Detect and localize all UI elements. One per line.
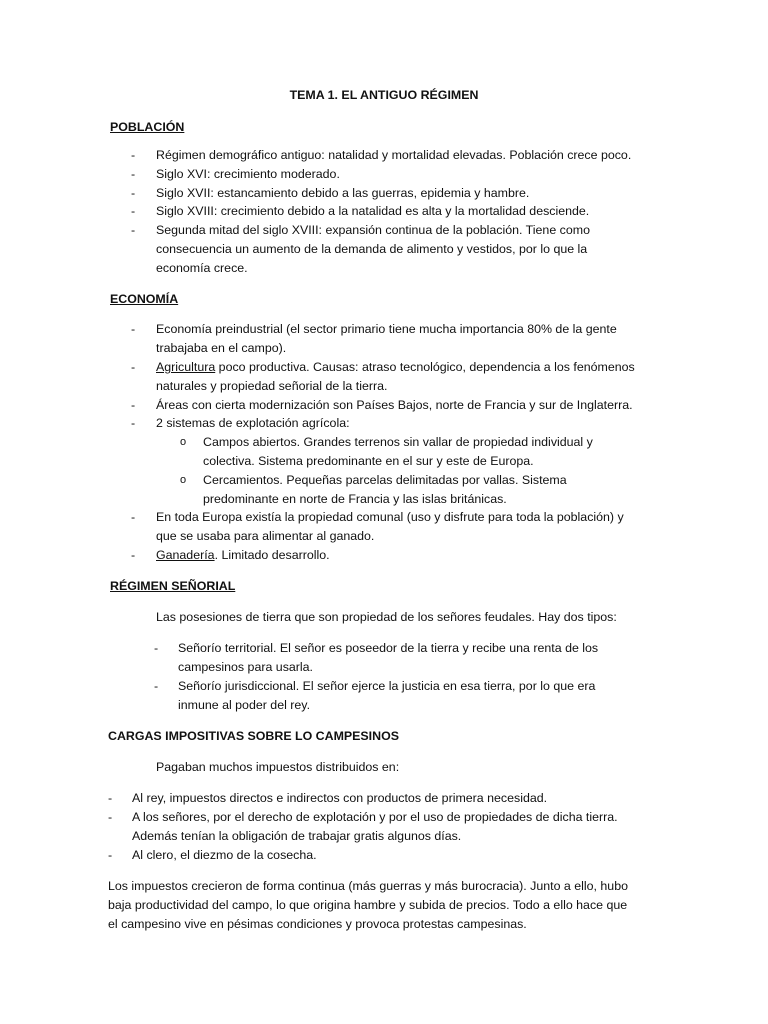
list-bullet: - bbox=[131, 322, 136, 336]
list-bullet: - bbox=[131, 416, 136, 430]
list-item-continuation: Además tenían la obligación de trabajar gratis algunos días. bbox=[132, 829, 462, 843]
list-item: Siglo XVII: estancamiento debido a las guerras, epidemia y hambre. bbox=[156, 186, 530, 200]
list-item-continuation: consecuencia un aumento de la demanda de alimento y vestidos, por lo que la bbox=[156, 242, 588, 256]
list-bullet: - bbox=[131, 360, 136, 374]
section-intro: Pagaban muchos impuestos distribuidos en: bbox=[156, 760, 400, 774]
list-item: Señorío jurisdiccional. El señor ejerce la justicia en esa tierra, por lo que era bbox=[178, 679, 596, 693]
section-heading-poblacion: POBLACIÓN bbox=[110, 120, 185, 134]
sublist-item: Cercamientos. Pequeñas parcelas delimitadas por vallas. Sistema bbox=[203, 473, 567, 487]
sublist-bullet: o bbox=[180, 474, 187, 486]
list-item: A los señores, por el derecho de explotación y por el uso de propiedades de dicha tierra. bbox=[132, 810, 618, 824]
paragraph-line: Los impuestos crecieron de forma continua (más guerras y más burocracia). Junto a ello, hubo bbox=[108, 879, 628, 893]
list-item bbox=[156, 358, 635, 377]
document-title: TEMA 1. EL ANTIGUO RÉGIMEN bbox=[289, 88, 479, 102]
list-item-continuation: naturales y propiedad señorial de la tierra. bbox=[156, 379, 388, 393]
sublist-item-continuation: colectiva. Sistema predominante en el sur y este de Europa. bbox=[203, 454, 534, 468]
list-item-text: . Limitado desarrollo. bbox=[214, 548, 330, 562]
list-item: Siglo XVIII: crecimiento debido a la natalidad es alta y la mortalidad desciende. bbox=[156, 204, 590, 218]
list-bullet: - bbox=[108, 810, 113, 824]
list-item-continuation: inmune al poder del rey. bbox=[178, 698, 311, 712]
list-bullet: - bbox=[131, 186, 136, 200]
sublist-item: Campos abiertos. Grandes terrenos sin vallar de propiedad individual y bbox=[203, 435, 593, 449]
list-bullet: - bbox=[154, 641, 159, 655]
list-bullet: - bbox=[131, 148, 136, 162]
list-bullet: - bbox=[131, 548, 136, 562]
list-bullet: - bbox=[154, 679, 159, 693]
list-item: 2 sistemas de explotación agrícola: bbox=[156, 416, 350, 430]
underlined-term-ganaderia: Ganadería bbox=[156, 548, 215, 562]
section-heading-economia: ECONOMÍA bbox=[110, 292, 179, 306]
section-intro: Las posesiones de tierra que son propiedad de los señores feudales. Hay dos tipos: bbox=[156, 610, 617, 624]
list-bullet: - bbox=[131, 510, 136, 524]
list-item: En toda Europa existía la propiedad comunal (uso y disfrute para toda la población) y bbox=[156, 510, 624, 524]
list-item-continuation: campesinos para usarla. bbox=[178, 660, 313, 674]
list-bullet: - bbox=[131, 167, 136, 181]
list-bullet: - bbox=[131, 204, 136, 218]
section-heading-cargas: CARGAS IMPOSITIVAS SOBRE LO CAMPESINOS bbox=[108, 729, 399, 743]
paragraph-line: baja productividad del campo, lo que origina hambre y subida de precios. Todo a ello hace que bbox=[108, 898, 628, 912]
sublist-item-continuation: predominante en norte de Francia y las islas británicas. bbox=[203, 492, 507, 506]
list-bullet: - bbox=[131, 223, 136, 237]
list-item: Al clero, el diezmo de la cosecha. bbox=[132, 848, 317, 862]
list-item: Áreas con cierta modernización son Países Bajos, norte de Francia y sur de Inglaterra. bbox=[156, 398, 633, 412]
list-item: Al rey, impuestos directos e indirectos con productos de primera necesidad. bbox=[132, 791, 548, 805]
list-item-continuation: que se usaba para alimentar al ganado. bbox=[156, 529, 375, 543]
list-item-continuation: economía crece. bbox=[156, 261, 248, 275]
underlined-term-agricultura: Agricultura bbox=[156, 360, 216, 374]
list-item-continuation: trabajaba en el campo). bbox=[156, 341, 287, 355]
section-heading-regimen-senorial: RÉGIMEN SEÑORIAL bbox=[110, 579, 236, 593]
list-bullet: - bbox=[131, 398, 136, 412]
list-item: Señorío territorial. El señor es poseedor de la tierra y recibe una renta de los bbox=[178, 641, 599, 655]
list-bullet: - bbox=[108, 791, 113, 805]
list-item: Régimen demográfico antiguo: natalidad y mortalidad elevadas. Población crece poco. bbox=[156, 148, 632, 162]
paragraph-line: el campesino vive en pésimas condiciones y provoca protestas campesinas. bbox=[108, 917, 527, 931]
list-item: Segunda mitad del siglo XVIII: expansión continua de la población. Tiene como bbox=[156, 223, 590, 237]
list-item: Siglo XVI: crecimiento moderado. bbox=[156, 167, 340, 181]
list-item: Economía preindustrial (el sector primario tiene mucha importancia 80% de la gente bbox=[156, 322, 617, 336]
list-bullet: - bbox=[108, 848, 113, 862]
list-item bbox=[156, 546, 330, 565]
list-item-text: poco productiva. Causas: atraso tecnológico, dependencia a los fenómenos bbox=[215, 360, 635, 374]
sublist-bullet: o bbox=[180, 436, 187, 448]
